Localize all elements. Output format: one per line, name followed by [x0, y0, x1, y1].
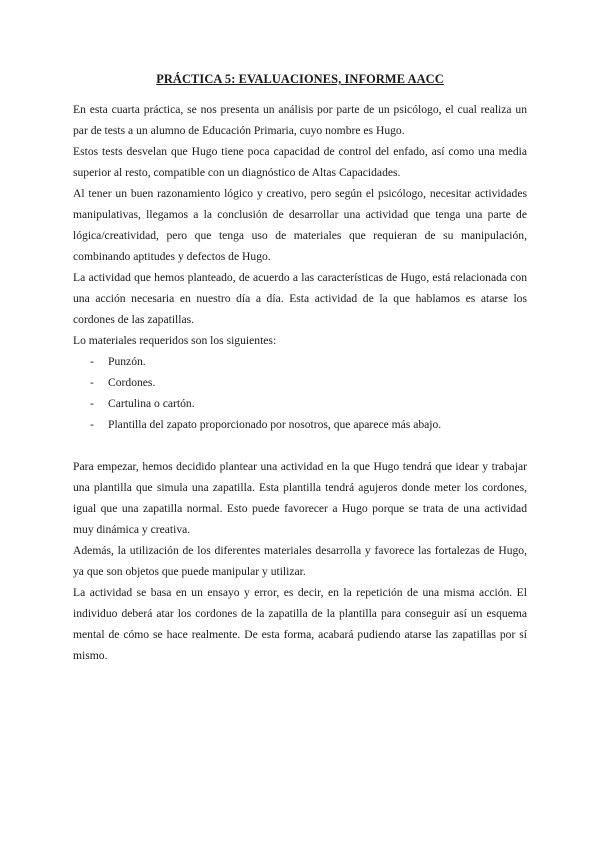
paragraph-start: Para empezar, hemos decidido plantear una actividad en la que Hugo tendrá que idear y trabajar una plantilla que simula una zapatilla. Esta plantilla tendrá agujeros donde meter los cordones, igual que una zapatilla normal. Esto puede favorecer a Hugo porque se trata de una actividad muy dinámica y creativa.	[73, 460, 527, 536]
list-item	[73, 372, 527, 393]
materials-list	[73, 351, 527, 435]
list-item	[73, 393, 527, 414]
paragraph-tests: Estos tests desvelan que Hugo tiene poca capacidad de control del enfado, así como una media superior al resto, compatible con un diagnóstico de Altas Capacidades.	[73, 145, 527, 179]
list-dash: -	[90, 397, 94, 410]
page-title: PRÁCTICA 5: EVALUACIONES, INFORME AACC	[156, 72, 444, 86]
list-item-text: Plantilla del zapato proporcionado por nosotros, que aparece más abajo.	[108, 418, 442, 431]
list-dash: -	[90, 418, 94, 431]
paragraph-reasoning: Al tener un buen razonamiento lógico y creativo, pero según el psicólogo, necesitar actividades manipulativas, llegamos a la conclusión de desarrollar una actividad que tenga una parte de lógica/creatividad, pero que tenga uso de materiales que requieran de su manipulación, combinando aptitudes y defectos de Hugo.	[73, 187, 527, 263]
document-body	[73, 99, 527, 666]
paragraph-intro: En esta cuarta práctica, se nos presenta un análisis por parte de un psicólogo, el cual realiza un par de tests a un alumno de Educación Primaria, cuyo nombre es Hugo.	[73, 103, 527, 137]
blank-line	[73, 435, 527, 456]
list-dash: -	[90, 355, 94, 368]
list-item	[73, 351, 527, 372]
list-dash: -	[90, 376, 94, 389]
paragraph-materials-lead: Lo materiales requeridos son los siguientes:	[73, 334, 277, 347]
paragraph-trial-error: La actividad se basa en un ensayo y error, es decir, en la repetición de una misma acción. El individuo deberá atar los cordones de la zapatilla de la plantilla para conseguir así un esquema mental de cómo se hace realmente. De esta forma, acabará pudiendo atarse las zapatillas por sí mismo.	[73, 586, 527, 662]
list-item	[73, 414, 527, 435]
paragraph-materials-benefit: Además, la utilización de los diferentes materiales desarrolla y favorece las fortalezas de Hugo, ya que son objetos que puede manipular y utilizar.	[73, 544, 527, 578]
list-item-text: Cordones.	[108, 376, 156, 389]
paragraph-activity: La actividad que hemos planteado, de acuerdo a las características de Hugo, está relacionada con una acción necesaria en nuestro día a día. Esta actividad de la que hablamos es atarse los cordones de las zapatillas.	[73, 271, 527, 326]
list-item-text: Cartulina o cartón.	[108, 397, 195, 410]
list-item-text: Punzón.	[108, 355, 146, 368]
